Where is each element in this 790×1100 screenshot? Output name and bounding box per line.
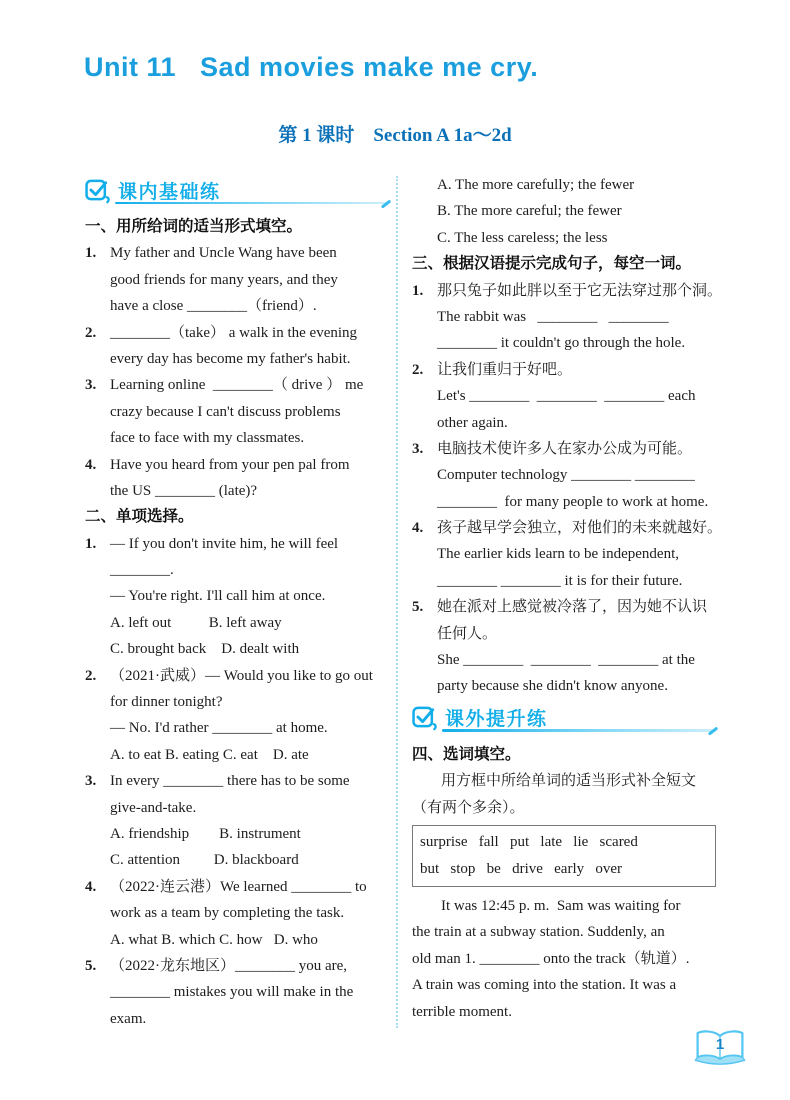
item-text: （2021·武威）— Would you like to go out — [110, 667, 373, 684]
exercise-line — [85, 531, 391, 557]
item-number: 5. — [412, 599, 424, 616]
exercise-line: — You're right. I'll call him at once. — [110, 588, 326, 605]
exercise-line — [85, 663, 391, 689]
exercise-line — [85, 372, 391, 398]
exercise-line: The earlier kids learn to be independent, — [437, 546, 679, 563]
exercise-line — [412, 436, 718, 462]
section-header — [85, 173, 391, 207]
instruction-heading: 一、用所给词的适当形式填空。 — [85, 218, 303, 235]
item-number: 1. — [85, 535, 97, 552]
exercise-line: work as a team by completing the task. — [110, 905, 345, 922]
exercise-line — [412, 594, 718, 620]
item-number: 1. — [85, 245, 97, 262]
option-line: B. The more careful; the fewer — [437, 203, 622, 220]
item-text: My father and Uncle Wang have been — [110, 245, 337, 262]
exercise-line: party because she didn't know anyone. — [437, 678, 668, 695]
exercise-line — [85, 320, 391, 346]
item-number: 2. — [412, 361, 424, 378]
page-number-badge — [692, 1028, 748, 1070]
exercise-line: ________. — [110, 562, 174, 579]
paragraph-line: the train at a subway station. Suddenly, an — [412, 924, 665, 941]
checkbox-icon — [85, 177, 111, 204]
paragraph-line: terrible moment. — [412, 1003, 512, 1020]
unit-title: Unit 11 Sad movies make me cry. — [84, 52, 539, 82]
exercise-line — [412, 515, 723, 541]
option-line: A. friendship B. instrument — [110, 825, 301, 842]
exercise-line: face to face with my classmates. — [110, 430, 305, 447]
paragraph-line: A train was coming into the station. It was a — [412, 977, 677, 994]
word-bank-row: surprise fall put late lie scared — [420, 833, 638, 850]
checkbox-icon — [412, 704, 438, 731]
word-bank-row: but stop be drive early over — [420, 860, 623, 877]
item-text: Have you heard from your pen pal from — [110, 456, 350, 473]
exercise-line: good friends for many years, and they — [110, 271, 338, 288]
exercise-line — [412, 278, 723, 304]
exercise-line: for dinner tonight? — [110, 694, 223, 711]
instruction-heading: 四、选词填空。 — [412, 745, 521, 763]
exercise-line: Computer technology ________ ________ — [437, 467, 695, 484]
item-number: 1. — [412, 282, 424, 299]
page-number: 1 — [715, 1036, 725, 1053]
exercise-line — [85, 953, 391, 979]
exercise-line: Let's ________ ________ ________ each — [437, 388, 696, 405]
exercise-line: The rabbit was ________ ________ — [437, 308, 669, 325]
option-line: A. left out B. left away — [110, 614, 282, 631]
left-column — [85, 172, 391, 1032]
paragraph-line: 用方框中所给单词的适当形式补全短文 — [441, 773, 697, 790]
paragraph-line: （有两个多余）。 — [412, 799, 525, 816]
section-header — [412, 701, 718, 735]
exercise-line: exam. — [110, 1010, 147, 1027]
exercise-line: ________ mistakes you will make in the — [110, 984, 354, 1001]
exercise-line — [412, 357, 718, 383]
item-text: 那只兔子如此胖以至于它无法穿过那个洞。 — [437, 282, 723, 299]
item-number: 2. — [85, 324, 97, 341]
word-bank-box — [412, 825, 716, 887]
item-number: 3. — [85, 773, 97, 790]
option-line: C. The less careless; the less — [437, 229, 608, 246]
option-line: A. what B. which C. how D. who — [110, 931, 318, 948]
item-text: （2022·龙东地区）________ you are, — [110, 957, 348, 974]
item-number: 4. — [85, 456, 97, 473]
exercise-line: ________ it couldn't go through the hole. — [437, 335, 686, 352]
exercise-line: 任何人。 — [437, 625, 498, 642]
exercise-line — [85, 768, 391, 794]
underline-flourish — [381, 199, 391, 208]
item-number: 4. — [412, 520, 424, 537]
item-number: 3. — [412, 440, 424, 457]
lesson-title: 第 1 课时 Section A 1a～2d — [278, 125, 512, 146]
item-text: ________（take） a walk in the evening — [110, 324, 358, 341]
instruction-heading: 二、单项选择。 — [85, 508, 194, 526]
column-divider — [396, 176, 398, 1028]
exercise-line — [85, 874, 391, 900]
exercise-line — [85, 452, 391, 478]
item-text: 孩子越早学会独立，对他们的未来就越好。 — [437, 520, 723, 537]
right-column — [412, 172, 723, 1025]
item-text: （2022·连云港）We learned ________ to — [110, 878, 367, 895]
item-number: 3. — [85, 377, 97, 394]
item-text: In every ________ there has to be some — [110, 773, 350, 790]
exercise-line: crazy because I can't discuss problems — [110, 403, 341, 420]
option-line: C. attention D. blackboard — [110, 852, 299, 869]
section-title: 课内基础练 — [118, 181, 221, 203]
item-number: 4. — [85, 878, 97, 895]
item-text: 让我们重归于好吧。 — [437, 361, 573, 378]
item-text: 她在派对上感觉被冷落了，因为她不认识 — [437, 599, 708, 616]
exercise-line: other again. — [437, 414, 508, 431]
exercise-line: give-and-take. — [110, 799, 197, 816]
paragraph-line: It was 12:45 p. m. Sam was waiting for — [441, 897, 681, 914]
section-title: 课外提升练 — [445, 709, 548, 731]
item-number: 5. — [85, 957, 97, 974]
underline-flourish — [708, 727, 718, 736]
exercise-line: — No. I'd rather ________ at home. — [110, 720, 328, 737]
option-line: A. to eat B. eating C. eat D. ate — [110, 746, 309, 763]
item-number: 2. — [85, 667, 97, 684]
exercise-line — [85, 240, 391, 266]
exercise-line: ________ for many people to work at home. — [437, 493, 709, 510]
option-line: C. brought back D. dealt with — [110, 641, 300, 658]
exercise-line: every day has become my father's habit. — [110, 350, 351, 367]
exercise-line: have a close ________（friend）. — [110, 298, 317, 315]
exercise-line: ________ ________ it is for their future. — [437, 572, 683, 589]
exercise-line: the US ________ (late)? — [110, 482, 258, 499]
paragraph-line: old man 1. ________ onto the track（轨道）. — [412, 950, 690, 967]
item-text: 电脑技术使许多人在家办公成为可能。 — [437, 440, 693, 457]
option-line: A. The more carefully; the fewer — [437, 177, 635, 193]
item-text: — If you don't invite him, he will feel — [110, 535, 339, 552]
instruction-heading: 三、根据汉语提示完成句子，每空一词。 — [412, 255, 692, 273]
item-text: Learning online ________（ drive ） me — [110, 377, 364, 394]
exercise-line: She ________ ________ ________ at the — [437, 652, 695, 669]
